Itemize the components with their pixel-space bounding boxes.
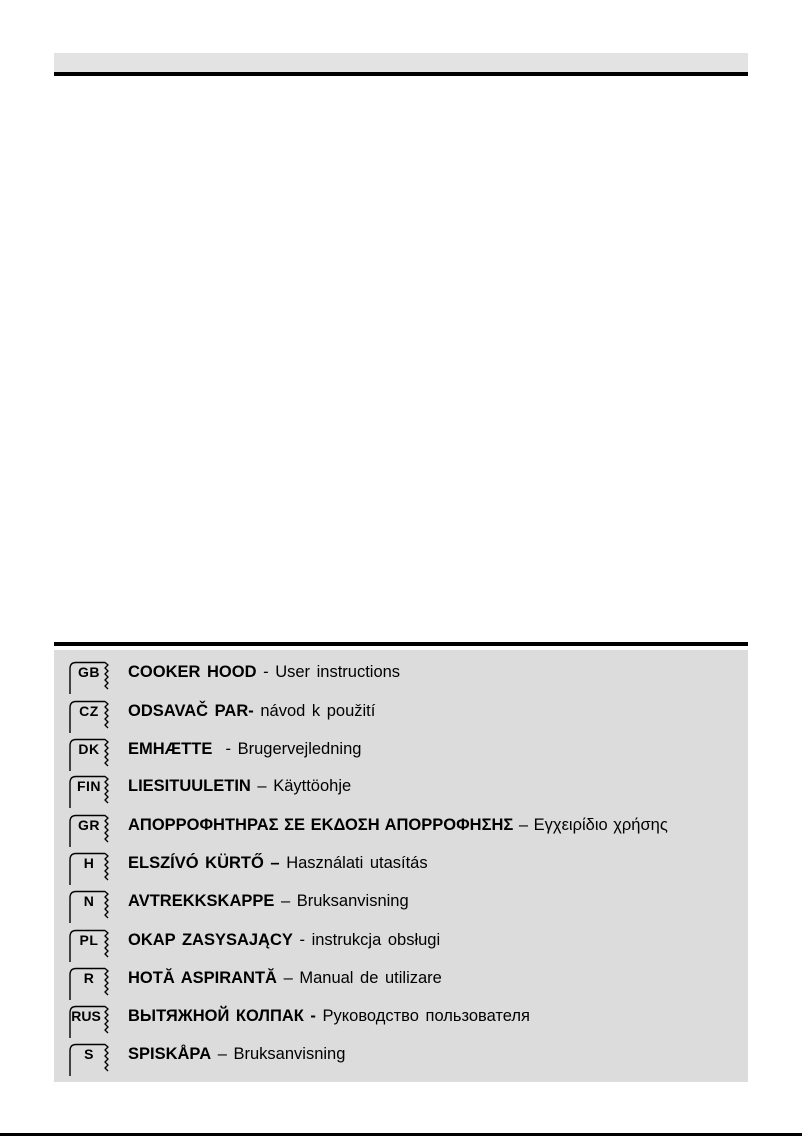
language-subtitle: Bruksanvisning [233, 1045, 346, 1063]
language-code: PL [79, 932, 99, 948]
language-label [128, 930, 440, 950]
language-label [128, 701, 375, 721]
language-subtitle: User instructions [275, 663, 401, 681]
language-subtitle: Bruksanvisning [296, 892, 409, 910]
language-list-panel [54, 650, 748, 1082]
language-subtitle: Εγχειρίδιο χρήσης [533, 816, 668, 834]
language-row-gr [68, 811, 744, 847]
language-separator: – [250, 777, 274, 795]
language-title: AVTREKKSKAPPE [128, 892, 275, 910]
language-tag-icon [68, 661, 114, 693]
language-tag-icon [68, 890, 114, 922]
language-label [128, 1006, 530, 1026]
language-separator: – [274, 892, 297, 910]
language-separator [316, 1007, 323, 1025]
language-row-gb [68, 658, 744, 694]
language-panel-rule [54, 642, 748, 646]
language-tag-icon [68, 814, 114, 846]
language-tag-icon [68, 852, 114, 884]
language-row-fin [68, 772, 744, 808]
language-subtitle: Használati utasítás [286, 854, 428, 872]
language-code: S [84, 1046, 94, 1062]
language-row-pl [68, 926, 744, 962]
language-tag-icon [68, 1043, 114, 1075]
header-rule [54, 72, 748, 76]
language-separator: - [256, 663, 276, 681]
language-label [128, 891, 409, 911]
language-subtitle: Käyttöohje [273, 777, 352, 795]
language-subtitle: Brugervejledning [237, 740, 362, 758]
language-code: FIN [76, 778, 102, 794]
language-tag-icon [68, 1005, 114, 1037]
language-label [128, 968, 442, 988]
language-code: H [83, 855, 95, 871]
language-tag-icon [68, 775, 114, 807]
language-tag-icon [68, 929, 114, 961]
language-row-rus [68, 1002, 744, 1038]
language-subtitle: Руководство пользователя [322, 1007, 530, 1025]
language-separator: – [513, 816, 534, 834]
language-separator: – [276, 969, 300, 987]
language-row-n [68, 887, 744, 923]
language-title: ELSZÍVÓ KÜRTŐ – [128, 854, 280, 872]
language-label [128, 776, 351, 796]
language-subtitle: Manual de utilizare [299, 969, 442, 987]
language-tag-icon [68, 967, 114, 999]
language-tag-icon [68, 738, 114, 770]
language-code: GB [78, 664, 100, 680]
language-title: ВЫТЯЖНОЙ КОЛПАК - [128, 1007, 316, 1025]
language-subtitle: návod k použití [260, 702, 376, 720]
language-code: R [83, 970, 95, 986]
language-row-h [68, 849, 744, 885]
language-separator: - [212, 740, 238, 758]
language-code: N [83, 893, 95, 909]
language-code: CZ [79, 703, 99, 719]
language-tag-icon [68, 700, 114, 732]
language-title: OKAP ZASYSAJĄCY [128, 931, 293, 949]
language-code: DK [78, 741, 100, 757]
language-title: ΑΠΟΡΡΟΦΗΤΗΡΑΣ ΣΕ ΕΚΔΟΣΗ ΑΠΟΡΡΟΦΗΣΗΣ [128, 816, 514, 834]
language-title: SPISKÅPA [128, 1045, 212, 1063]
language-title: COOKER HOOD [128, 663, 257, 681]
language-title: EMHÆTTE [128, 740, 213, 758]
language-row-dk [68, 735, 744, 771]
language-label [128, 739, 361, 759]
language-title: LIESITUULETIN [128, 777, 251, 795]
language-label [128, 815, 668, 835]
language-row-s [68, 1040, 744, 1076]
language-row-cz [68, 697, 744, 733]
language-label [128, 853, 428, 873]
language-label [128, 662, 400, 682]
language-title: HOTĂ ASPIRANTĂ [128, 969, 277, 987]
language-separator: – [211, 1045, 234, 1063]
language-row-r [68, 964, 744, 1000]
language-subtitle: instrukcja obsługi [311, 931, 441, 949]
language-separator: - [292, 931, 312, 949]
language-code: RUS [71, 1008, 101, 1024]
language-title: ODSAVAČ PAR- [128, 702, 254, 720]
header-band [54, 53, 748, 72]
language-code: GR [78, 817, 100, 833]
language-label [128, 1044, 345, 1064]
